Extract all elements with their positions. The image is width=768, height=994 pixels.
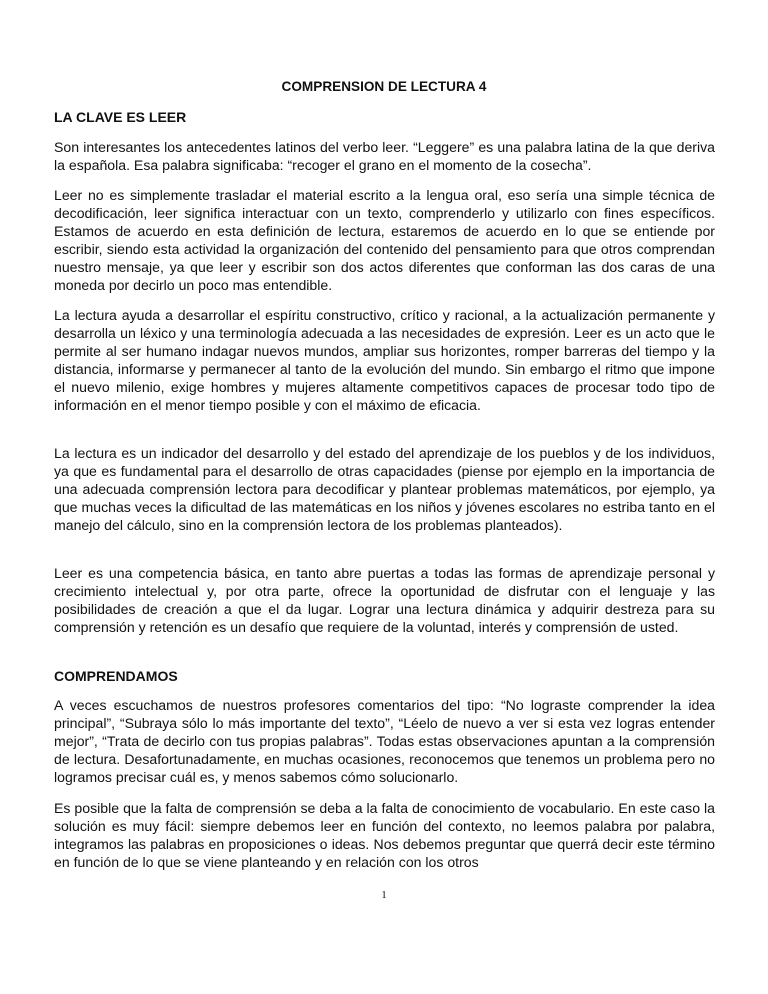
document-title: COMPRENSION DE LECTURA 4	[281, 79, 487, 94]
section-heading-la-clave-es-leer: LA CLAVE ES LEER	[54, 109, 187, 125]
paragraph-5: Leer es una competencia básica, en tanto abre puertas a todas las formas de aprendizaje personal y crecimiento intelectual y, por otra parte, ofrece la oportunidad de disfrutar con el lenguaje y las posibilidades de creación a que el da lugar. Lograr una lectura dinámica y adquirir destreza para su comprensión y retención es un desafío que requiere de la voluntad, interés y comprensión de usted.	[54, 565, 715, 636]
paragraph-4: La lectura es un indicador del desarrollo y del estado del aprendizaje de los pueblos y de los individuos, ya que es fundamental para el desarrollo de otras capacidades (piense por ejemplo en la importancia de una adecuada comprensión lectora para decodificar y plantear problemas matemáticos, por ejemplo, ya que muchas veces la dificultad de las matemáticas en los niños y jóvenes escolares no estriba tanto en el manejo del cálculo, sino en la comprensión lectora de los problemas planteados).	[54, 445, 715, 534]
page-number: 1	[381, 889, 387, 901]
paragraph-1: Son interesantes los antecedentes latinos del verbo leer. “Leggere” es una palabra latina de la que deriva la española. Esa palabra significaba: “recoger el grano en el momento de la cosecha”.	[54, 139, 715, 174]
paragraph-2: Leer no es simplemente trasladar el material escrito a la lengua oral, eso sería una simple técnica de decodificación, leer significa interactuar con un texto, comprenderlo y utilizarlo con fines específicos. Estamos de acuerdo en esta definición de lectura, estaremos de acuerdo en lo que se entiende por escribir, siendo esta actividad la organización del contenido del pensamiento para que otros comprendan nuestro mensaje, ya que leer y escribir son dos actos diferentes que conforman las dos caras de una moneda por decirlo un poco mas entendible.	[54, 187, 715, 294]
paragraph-7: Es posible que la falta de comprensión se deba a la falta de conocimiento de vocabulario. En este caso la solución es muy fácil: siempre debemos leer en función del contexto, no leemos palabra por palabra, integramos las palabras en proposiciones o ideas. Nos debemos preguntar que querrá decir este término en función de lo que se viene planteando y en relación con los otros	[54, 800, 715, 871]
paragraph-6: A veces escuchamos de nuestros profesores comentarios del tipo: “No lograste comprender la idea principal”, “Subraya sólo lo más importante del texto”, “Léelo de nuevo a ver si esta vez logras entender mejor”, “Trata de decirlo con tus propias palabras”. Todas estas observaciones apuntan a la comprensión de lectura. Desafortunadamente, en muchas ocasiones, reconocemos que tenemos un problema pero no logramos precisar cuál es, y menos sabemos cómo solucionarlo.	[54, 697, 715, 786]
paragraph-3: La lectura ayuda a desarrollar el espíritu constructivo, crítico y racional, a la actualización permanente y desarrolla un léxico y una terminología adecuada a las necesidades de expresión. Leer es un acto que le permite al ser humano indagar nuevos mundos, ampliar sus horizontes, romper barreras del tiempo y la distancia, informarse y permanecer al tanto de la evolución del mundo. Sin embargo el ritmo que impone el nuevo milenio, exige hombres y mujeres altamente competitivos capaces de procesar todo tipo de información en el menor tiempo posible y con el máximo de eficacia.	[54, 307, 715, 414]
section-heading-comprendamos: COMPRENDAMOS	[54, 668, 178, 684]
